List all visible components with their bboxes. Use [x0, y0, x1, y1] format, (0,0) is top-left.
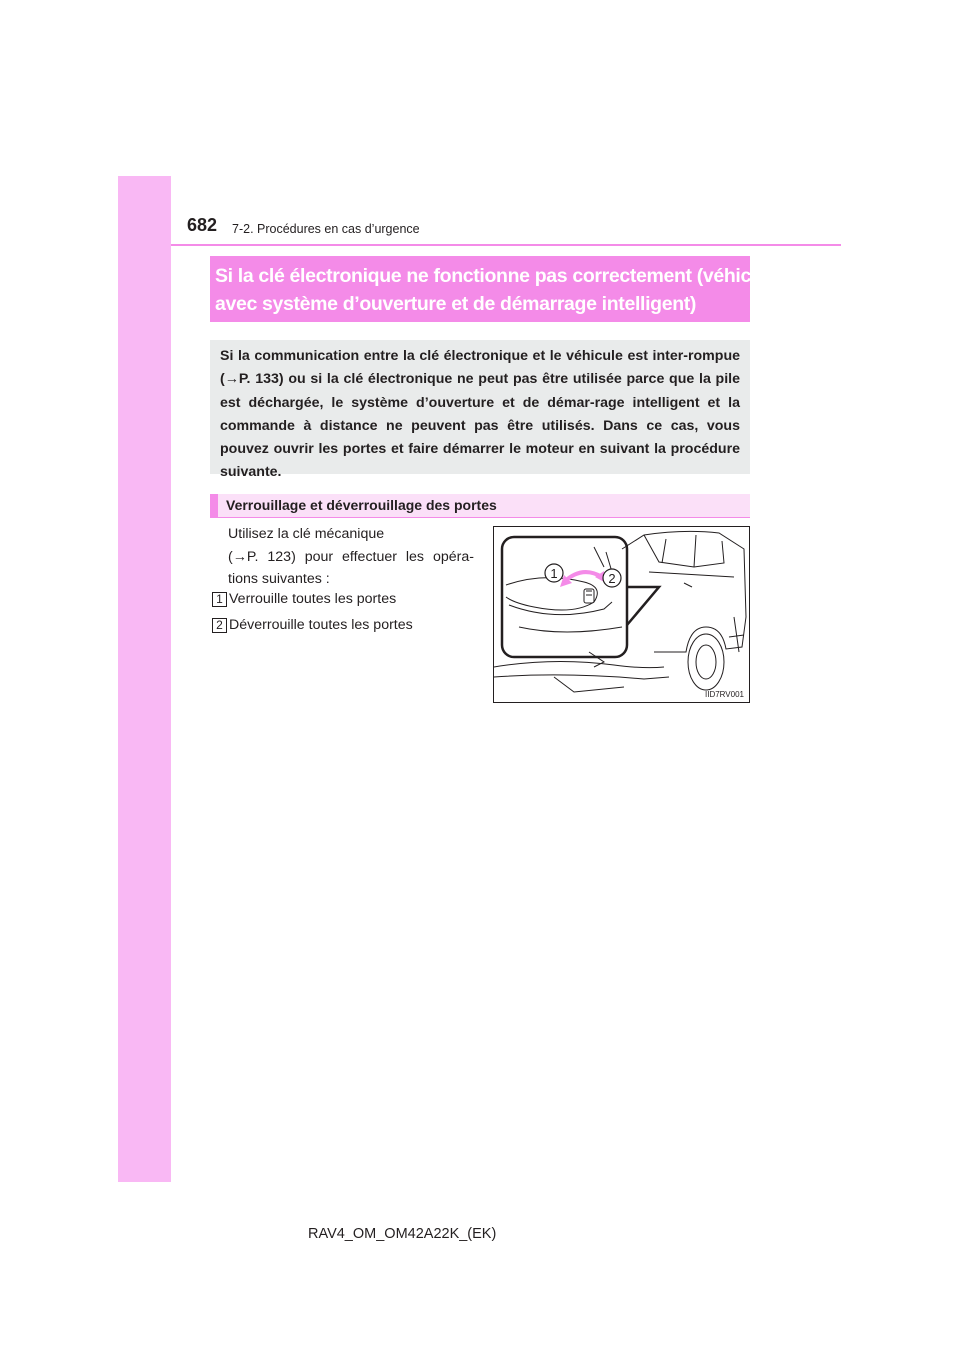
callout-label-2: 2 [608, 571, 616, 586]
step-number-2: 2 [212, 618, 227, 633]
body-line-3: tions suivantes : [228, 571, 330, 587]
figure-code: IID7RV001 [705, 690, 744, 699]
body-line-2 [228, 546, 474, 569]
step-2 [212, 617, 413, 633]
main-heading-line-1: Si la clé électronique ne fonctionne pas correctement (véhicules [215, 265, 789, 287]
callout-label-1: 1 [550, 566, 558, 581]
body-word: les [405, 548, 425, 565]
subheading: Verrouillage et déverrouillage des portes [210, 494, 750, 518]
door-lock-illustration [493, 526, 750, 703]
section-title: 7-2. Procédures en cas d’urgence [232, 222, 420, 236]
body-word: 123) [267, 548, 296, 565]
step-1 [212, 591, 396, 607]
body-paragraph [228, 523, 474, 591]
step-number-1: 1 [212, 592, 227, 607]
body-word: effectuer [342, 548, 397, 565]
car-door-key-drawing [494, 527, 749, 702]
body-line-1: Utilisez la clé mécanique [228, 526, 385, 542]
document-footer-code: RAV4_OM_OM42A22K_(EK) [308, 1226, 497, 1242]
step-text-1: Verrouille toutes les portes [229, 591, 397, 607]
body-word: pour [304, 548, 334, 565]
body-word: opéra- [432, 548, 474, 565]
info-box [210, 340, 750, 481]
step-text-2: Déverrouille toutes les portes [229, 617, 413, 633]
chapter-tab-sidebar [118, 176, 171, 1182]
main-heading-line-2: avec système d’ouverture et de démarrage intelligent) [215, 293, 697, 315]
header-divider [171, 244, 841, 246]
body-word: (→P. [228, 548, 259, 565]
page-number: 682 [187, 215, 218, 235]
info-box-text: Si la communication entre la clé électronique et le véhicule est inter-rompue (→P. 133) ou si la clé électronique ne peut pas être utilisée parce que la pile est déchargée, le système d’ouverture et de démar-rage intelligent et la commande à distance ne peuvent pas être utilisés. Dans ce cas, vous pouvez ouvrir les portes et faire démarrer le moteur en suivant la procédure suivante. [220, 348, 740, 481]
main-heading [210, 256, 789, 322]
